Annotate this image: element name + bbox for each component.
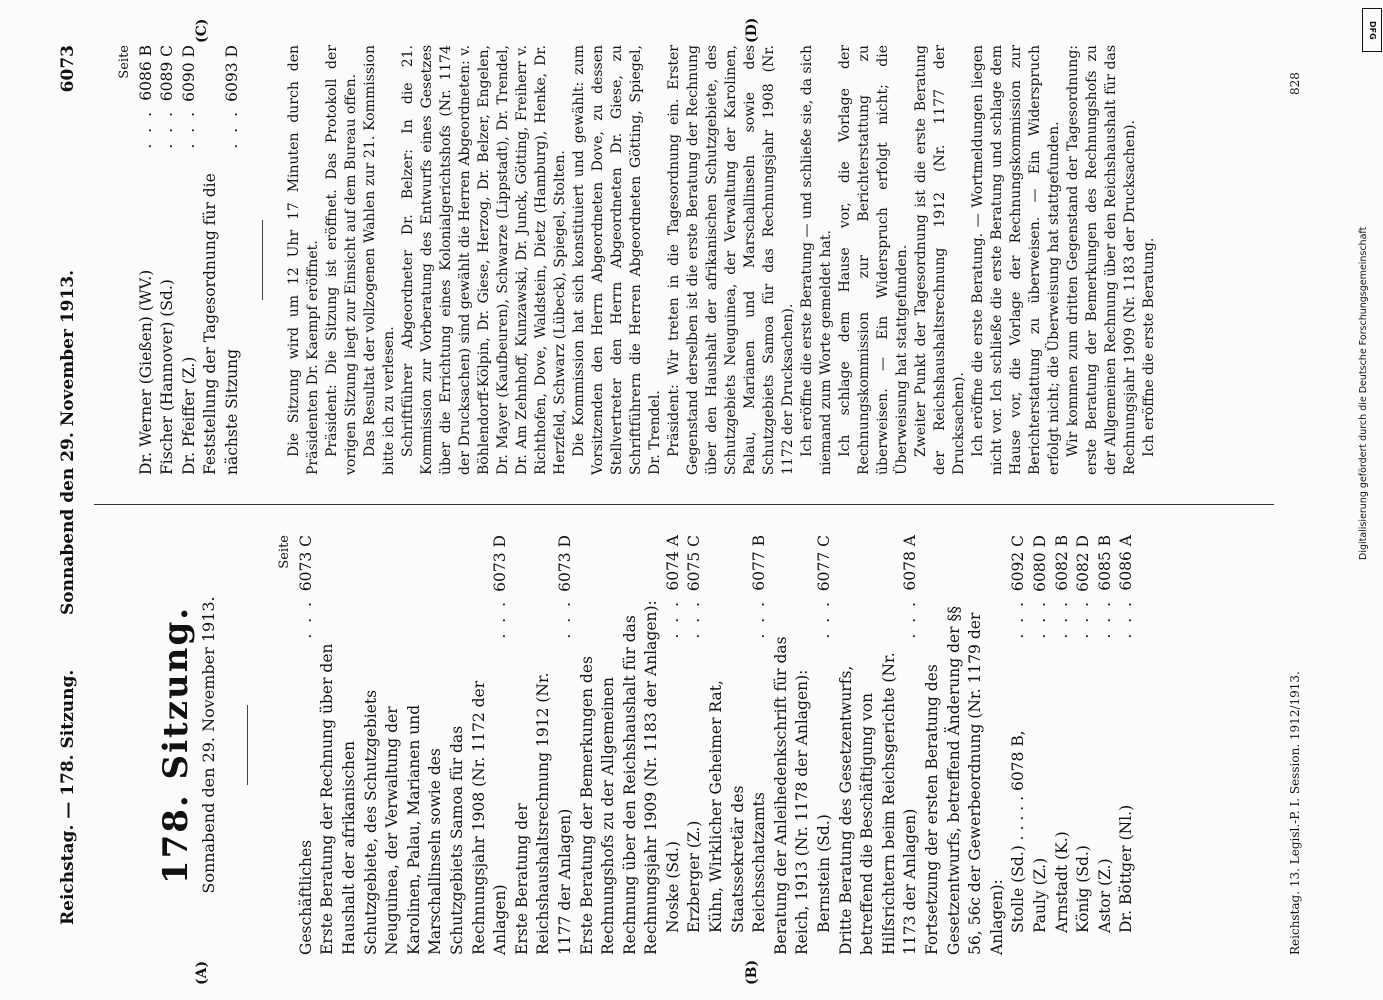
toc-entry: [200, 45, 243, 475]
margin-mark-b: (B): [744, 959, 760, 985]
toc-leader-dots: . . .: [1052, 599, 1071, 639]
toc-entry-text: Bernstein (Sd.): [815, 814, 834, 933]
toc-entry: [1095, 535, 1117, 955]
toc-page-ref: 6073 D: [491, 535, 510, 592]
toc-entry-text: Erste Beratung der Bemerkungen des Rechnungshofs zu der Allgemeinen Rechnung über den Reichshaushalt für das Rechnungsjahr 1909 (Nr. 1183 der Anlagen):: [577, 600, 661, 955]
toc-page-ref: 6078 A: [901, 535, 920, 591]
toc-leader-dots: . . .: [158, 109, 177, 149]
toc-leader-dots: . . .: [901, 599, 920, 639]
toc-leader-dots: . . .: [491, 599, 510, 639]
toc-page-ref: 6073 D: [555, 535, 574, 592]
toc-entry-text: Fortsetzung der ersten Beratung des Gesetzentwurfs, betreffend Änderung der §§ 56, 56c der Gewerbeordnung (Nr. 1179 der Anlagen):: [923, 605, 1006, 955]
page-number: 6073: [58, 45, 78, 93]
footer-sheet-number: 828: [1288, 72, 1302, 95]
toc-page-ref: 6089 C: [158, 45, 177, 102]
toc-entry: [577, 535, 663, 955]
proceedings-text: [285, 45, 1159, 475]
toc-entry: [1030, 535, 1052, 955]
seite-label-right: Seite: [117, 45, 132, 79]
toc-entry: [1008, 535, 1030, 955]
toc-page-ref: 6090 D: [179, 45, 198, 102]
proceedings-paragraph: Die Sitzung wird um 12 Uhr 17 Minuten durch den Präsidenten Dr. Kaempf eröffnet.: [285, 45, 321, 475]
toc-leader-dots: . . .: [222, 109, 241, 149]
section-rule: [262, 220, 263, 300]
toc-leader-dots: . . .: [685, 599, 704, 639]
proceedings-paragraph: Ich eröffne die erste Beratung. — Wortmeldungen liegen nicht vor. Ich schließe die erste Beratung und schlage dem Hause vor, die Vorlage der Rechnungskommission zur Berichterstattung zu überweisen. — Ein Widerspruch erfolgt nicht; die Überweisung hat stattgefunden.: [969, 45, 1062, 475]
toc-entry-text: Stolle (Sd.) . . . . . 6078 B,: [1009, 730, 1028, 933]
toc-page-ref: 6075 C: [685, 535, 704, 592]
toc-entry: [836, 535, 922, 955]
toc-leader-dots: . . .: [1095, 599, 1114, 639]
left-column: [114, 535, 1138, 955]
toc-entry-text: Dr. Werner (Gießen) (WV.): [136, 269, 155, 475]
toc-entry: [922, 535, 1008, 955]
proceedings-paragraph: Ich eröffne die erste Beratung — und schließe sie, da sich niemand zum Worte gemeldet hat.: [798, 45, 834, 475]
right-column: [114, 45, 1159, 475]
toc-page-ref: 6085 B: [1095, 535, 1114, 591]
toc-entry: [1052, 535, 1074, 955]
toc-entry-text: Arnstadt (K.): [1052, 831, 1071, 933]
digitization-credit: Digitalisierung gefördert durch die Deutsche Forschungsgemeinschaft: [1358, 226, 1369, 560]
toc-entry-text: Dr. Pfeiffer (Z.): [179, 356, 198, 475]
toc-entry-text: Dritte Beratung des Gesetzentwurfs, betreffend die Beschäftigung von Hilfsrichtern beim Reichsgerichte (Nr. 1173 der Anlagen): [836, 652, 920, 955]
toc-entry-text: Astor (Z.): [1095, 858, 1114, 933]
toc-leader-dots: . . .: [555, 599, 574, 639]
header-date: Sonnabend den 29. November 1913.: [58, 269, 78, 615]
running-header: [44, 35, 88, 955]
toc-entry: [512, 535, 577, 955]
toc-entry-text: Beratung der Anleihedenkschrift für das Reich, 1913 (Nr. 1178 der Anlagen):: [771, 636, 812, 955]
toc-entry-text: Erste Beratung der Reichshaushaltsrechnung 1912 (Nr. 1177 der Anlagen): [512, 672, 574, 955]
toc-entry-text: Erste Beratung der Rechnung über den Haushalt der afrikanischen Schutzgebiete, des Schutzgebiets Neuguinea, der Verwaltung der Karolinen, Palau, Marianen und Marschallinseln sowie des Schutzgebiets Samoa für das Rechnungsjahr 1908 (Nr. 1172 der Anlagen): [318, 643, 510, 955]
toc-entry-text: Feststellung der Tagesordnung für die nächste Sitzung: [201, 173, 241, 475]
toc-entry-text: Geschäftliches: [296, 839, 315, 955]
proceedings-paragraph: Ich eröffne die erste Beratung.: [1140, 237, 1157, 457]
margin-mark-a: (A): [194, 960, 210, 985]
toc-entry: [317, 535, 511, 955]
toc-entry-text: Noske (Sd.): [663, 841, 682, 933]
toc-leader-dots: . . .: [136, 109, 155, 149]
toc-entry: [771, 535, 814, 955]
toc-leader-dots: . . .: [179, 109, 198, 149]
toc-entry-text: Erzberger (Z.): [685, 820, 704, 933]
toc-entry: [179, 45, 201, 475]
toc-entry: [814, 535, 836, 955]
seite-label: Seite: [277, 535, 293, 569]
toc-page-ref: 6082 B: [1052, 535, 1071, 591]
column-divider: [94, 504, 1274, 505]
toc-entry-text: Pauly (Z.): [1030, 857, 1049, 933]
toc-entry: [1073, 535, 1095, 955]
proceedings-paragraph: Zweiter Punkt der Tagesordnung ist die erste Beratung der Reichshaushaltsrechnung 1912 (Nr. 1177 der Drucksachen).: [912, 45, 967, 475]
table-of-contents-continued: [136, 45, 244, 475]
toc-entry: [1116, 535, 1138, 955]
toc-entry: [684, 535, 706, 955]
toc-page-ref: 6077 C: [815, 535, 834, 592]
toc-leader-dots: . . .: [750, 599, 769, 639]
toc-page-ref: 6086 A: [1117, 535, 1136, 591]
toc-page-ref: 6074 A: [663, 535, 682, 591]
toc-entry: [157, 45, 179, 475]
footer-legislature: Reichstag. 13. Legisl.-P. I. Session. 1912/1913.: [1288, 671, 1302, 955]
toc-leader-dots: . . .: [815, 599, 834, 639]
toc-page-ref: 6080 D: [1030, 535, 1049, 592]
toc-entry-text: König (Sd.): [1074, 845, 1093, 933]
toc-leader-dots: . . .: [1074, 599, 1093, 639]
proceedings-paragraph: Präsident: Die Sitzung ist eröffnet. Das Protokoll der vorigen Sitzung liegt zur Einsicht auf dem Bureau offen.: [323, 45, 359, 475]
toc-entry-text: Kühn, Wirklicher Geheimer Rat, Staatssekretär des Reichsschatzamts: [707, 680, 769, 933]
table-of-contents: [296, 535, 1138, 955]
session-title: 178. Sitzung.: [156, 605, 196, 885]
toc-entry: [136, 45, 158, 475]
toc-entry: [663, 535, 685, 955]
session-date: Sonnabend den 29. November 1913.: [198, 596, 218, 894]
toc-entry: [706, 535, 771, 955]
dfg-logo: DFG: [1362, 8, 1382, 52]
toc-entry-text: Dr. Böttger (Nl.): [1117, 804, 1136, 933]
proceedings-paragraph: Wir kommen zum dritten Gegenstand der Tagesordnung: erste Beratung der Bemerkungen des Rechnungshofs zu der Allgemeinen Rechnung über den Reichshaushalt für das Rechnungsjahr 1909 (Nr. 1183 der Drucksachen).: [1064, 45, 1138, 475]
toc-page-ref: 6086 B: [136, 45, 155, 101]
toc-leader-dots: . . .: [1009, 599, 1028, 639]
toc-page-ref: 6077 B: [750, 535, 769, 591]
printed-page: [44, 17, 1302, 985]
proceedings-paragraph: Die Kommission hat sich konstituiert und gewählt: zum Vorsitzenden den Herrn Abgeordneten Dove, zu dessen Stellvertreter den Herrn Abgeordneten Dr. Giese, zu Schriftführern die Herren Abgeordneten Götting, Spiegel, Dr. Trendel.: [570, 45, 663, 475]
toc-entry: [296, 535, 318, 955]
toc-page-ref: 6093 D: [222, 45, 241, 102]
toc-leader-dots: . . .: [1117, 599, 1136, 639]
proceedings-paragraph: Präsident: Wir treten in die Tagesordnung ein. Erster Gegenstand derselben ist die erste Beratung der Rechnung über den Haushalt der afrikanischen Schutzgebiete, des Schutzgebiets Neuguinea, der Verwaltung der Karolinen, Palau, Marianen und Marschallinseln sowie des Schutzgebiets Samoa für das Rechnungsjahr 1908 (Nr. 1172 der Drucksachen).: [665, 45, 796, 475]
toc-page-ref: 6082 D: [1074, 535, 1093, 592]
proceedings-paragraph: Schriftführer Abgeordneter Dr. Belzer: In die 21. Kommission zur Vorberatung des Entwurfs eines Gesetzes über die Errichtung eines Kolonialgerichtshofs (Nr. 1174 der Drucksachen) sind gewählt die Herren Abgeordneten: v. Böhlendorff-Kölpin, Dr. Giese, Herzog, Dr. Belzer, Engelen, Dr. Mayer (Kaufbeuren), Schwarze (Lippstadt), Dr. Trendel, Dr. Am Zehnhoff, Kunzawski, Dr. Junck, Götting, Freiherr v. Richthofen, Dove, Waldstein, Dietz (Hamburg), Henke, Dr. Herzfeld, Schwarz (Lübeck), Spiegel, Stolten.: [399, 45, 568, 475]
toc-entry-text: Fischer (Hannover) (Sd.): [158, 279, 177, 475]
proceedings-paragraph: Ich schlage dem Hause vor, die Vorlage der Rechnungskommission zur Berichterstattung zu überweisen. — Ein Widerspruch erfolgt nicht; die Überweisung hat stattgefunden.: [836, 45, 910, 475]
margin-mark-d: (D): [744, 17, 760, 43]
margin-mark-c: (C): [194, 18, 210, 43]
toc-leader-dots: . . .: [296, 599, 315, 639]
title-rule: [247, 705, 248, 785]
proceedings-paragraph: Das Resultat der vollzogenen Wahlen zur 21. Kommission bitte ich zu verlesen.: [361, 45, 397, 475]
toc-leader-dots: . . .: [663, 599, 682, 639]
header-left: Reichstag. — 178. Sitzung.: [58, 669, 78, 925]
toc-page-ref: 6092 C: [1009, 535, 1028, 592]
toc-leader-dots: . . .: [1030, 599, 1049, 639]
toc-page-ref: 6073 C: [296, 535, 315, 592]
